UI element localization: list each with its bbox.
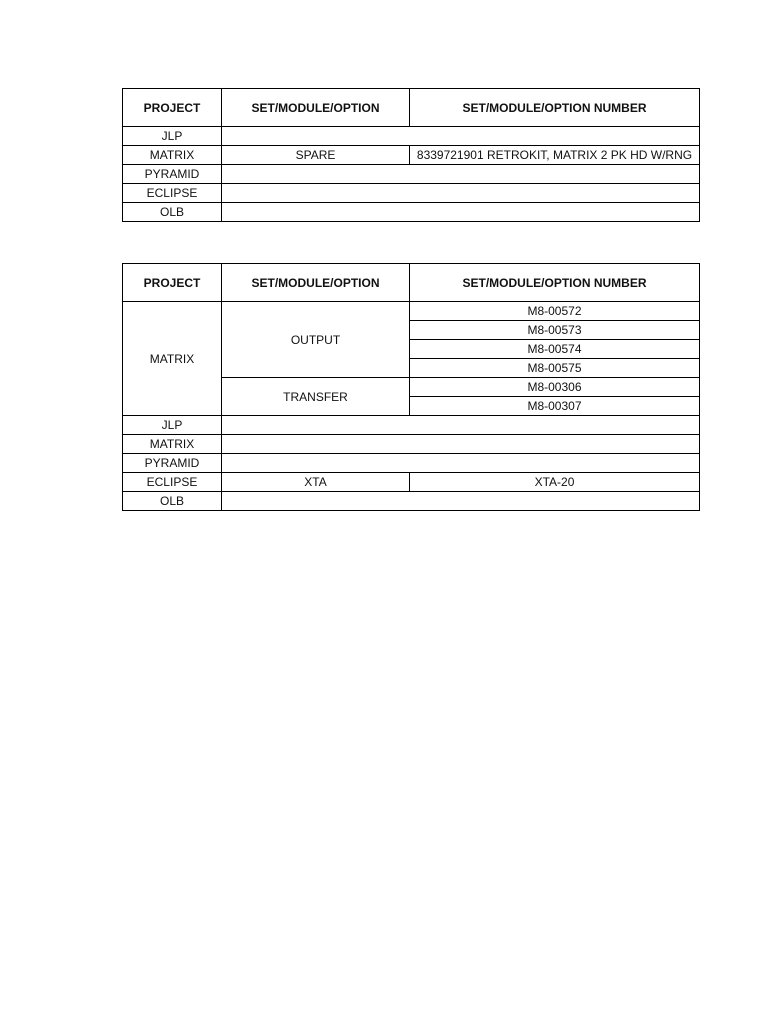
project-cell: OLB [123,492,222,511]
project-cell-matrix-group: MATRIX [123,302,222,416]
project-cell: JLP [123,127,222,146]
header-project: PROJECT [123,264,222,302]
option-number-cell: XTA-20 [410,473,700,492]
header-row [123,264,700,302]
header-set-module-option-number: SET/MODULE/OPTION NUMBER [410,264,700,302]
project-cell: MATRIX [123,435,222,454]
table-row [123,165,700,184]
option-cell [222,184,700,203]
option-number-cell: 8339721901 RETROKIT, MATRIX 2 PK HD W/RNG [410,146,700,165]
option-cell: XTA [222,473,410,492]
table-row [123,416,700,435]
table-row [123,492,700,511]
project-table-1 [122,88,700,222]
option-number-cell: M8-00575 [410,359,700,378]
option-number-cell: M8-00573 [410,321,700,340]
project-table-2 [122,263,700,511]
header-set-module-option-number: SET/MODULE/OPTION NUMBER [410,89,700,127]
table-row [123,146,700,165]
option-cell [222,127,700,146]
project-cell: OLB [123,203,222,222]
project-cell: PYRAMID [123,454,222,473]
option-cell [222,492,700,511]
option-cell: SPARE [222,146,410,165]
project-cell: PYRAMID [123,165,222,184]
table-row [123,184,700,203]
option-cell [222,203,700,222]
option-number-cell: M8-00307 [410,397,700,416]
option-number-cell: M8-00572 [410,302,700,321]
table-row [123,203,700,222]
header-set-module-option: SET/MODULE/OPTION [222,264,410,302]
project-cell: JLP [123,416,222,435]
option-cell-output: OUTPUT [222,302,410,378]
option-number-cell: M8-00574 [410,340,700,359]
project-cell: ECLIPSE [123,184,222,203]
header-project: PROJECT [123,89,222,127]
table-row [123,127,700,146]
table-row [123,473,700,492]
header-set-module-option: SET/MODULE/OPTION [222,89,410,127]
table-row [123,435,700,454]
option-cell [222,165,700,184]
option-cell [222,435,700,454]
table-row [123,454,700,473]
project-cell: MATRIX [123,146,222,165]
option-cell [222,416,700,435]
table-row [123,302,700,321]
project-cell: ECLIPSE [123,473,222,492]
option-cell-transfer: TRANSFER [222,378,410,416]
option-number-cell: M8-00306 [410,378,700,397]
header-row [123,89,700,127]
option-cell [222,454,700,473]
